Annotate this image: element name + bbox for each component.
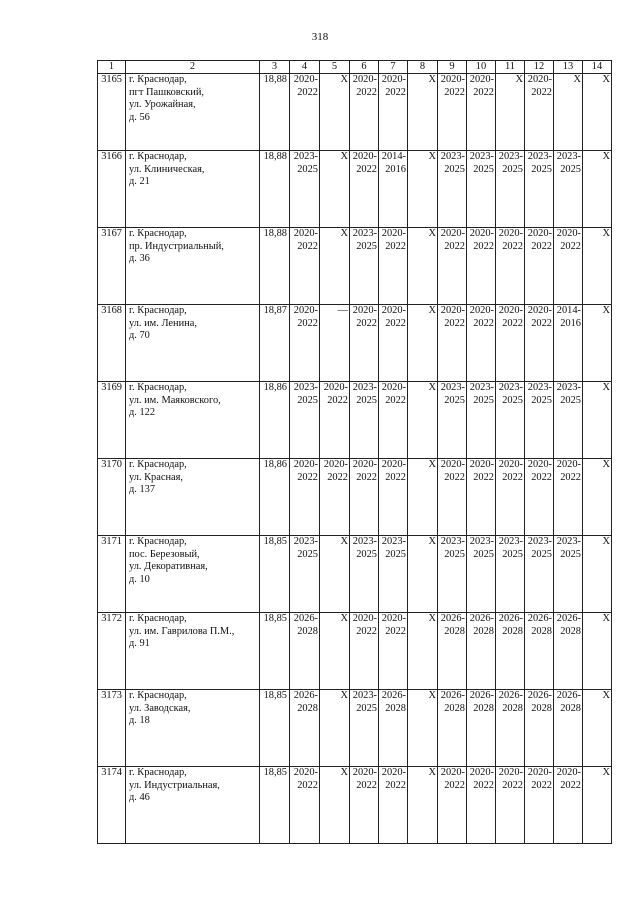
column-number-row <box>98 61 612 74</box>
address-cell: г. Краснодар, ул. Клиническая, д. 21 <box>126 151 260 228</box>
period-cell: 2020- 2022 <box>290 228 320 305</box>
period-cell: 2020- 2022 <box>496 305 525 382</box>
period-cell: 2020- 2022 <box>496 767 525 844</box>
row-number: 3166 <box>98 151 126 228</box>
period-cell: 2023- 2025 <box>438 382 467 459</box>
period-cell: 2020- 2022 <box>525 767 554 844</box>
address-cell: г. Краснодар, ул. Индустриальная, д. 46 <box>126 767 260 844</box>
housing-register-table <box>97 60 612 844</box>
period-cell: 2023- 2025 <box>350 690 379 767</box>
period-cell: 2020- 2022 <box>350 613 379 690</box>
period-cell: Х <box>554 74 583 151</box>
row-number: 3167 <box>98 228 126 305</box>
column-number: 2 <box>126 61 260 74</box>
period-cell: 2023- 2025 <box>379 536 408 613</box>
column-number: 6 <box>350 61 379 74</box>
value-cell: 18,85 <box>260 536 290 613</box>
period-cell: 2023- 2025 <box>438 151 467 228</box>
period-cell: Х <box>320 151 350 228</box>
period-cell: Х <box>320 74 350 151</box>
column-number: 3 <box>260 61 290 74</box>
address-cell: г. Краснодар, ул. им. Ленина, д. 70 <box>126 305 260 382</box>
period-cell: 2026- 2028 <box>467 613 496 690</box>
period-cell: 2020- 2022 <box>320 459 350 536</box>
period-cell: 2023- 2025 <box>496 382 525 459</box>
period-cell: 2026- 2028 <box>290 690 320 767</box>
table-row <box>98 536 612 613</box>
column-number: 7 <box>379 61 408 74</box>
period-cell: 2020- 2022 <box>525 74 554 151</box>
row-number: 3174 <box>98 767 126 844</box>
period-cell: Х <box>408 305 438 382</box>
period-cell: 2023- 2025 <box>467 151 496 228</box>
period-cell: 2023- 2025 <box>496 151 525 228</box>
row-number: 3165 <box>98 74 126 151</box>
period-cell: 2020- 2022 <box>290 767 320 844</box>
row-number: 3170 <box>98 459 126 536</box>
period-cell: 2020- 2022 <box>350 74 379 151</box>
period-cell: 2023- 2025 <box>554 536 583 613</box>
table-row <box>98 74 612 151</box>
table-row <box>98 305 612 382</box>
period-cell: 2026- 2028 <box>438 690 467 767</box>
period-cell: Х <box>583 613 612 690</box>
period-cell: 2023- 2025 <box>554 382 583 459</box>
column-number: 13 <box>554 61 583 74</box>
period-cell: 2023- 2025 <box>467 382 496 459</box>
period-cell: Х <box>408 613 438 690</box>
period-cell: 2023- 2025 <box>525 151 554 228</box>
period-cell: 2020- 2022 <box>379 459 408 536</box>
column-number: 8 <box>408 61 438 74</box>
period-cell: 2020- 2022 <box>525 459 554 536</box>
address-cell: г. Краснодар, ул. Заводская, д. 18 <box>126 690 260 767</box>
period-cell: 2020- 2022 <box>554 459 583 536</box>
row-number: 3169 <box>98 382 126 459</box>
period-cell: 2023- 2025 <box>467 536 496 613</box>
period-cell: 2026- 2028 <box>496 690 525 767</box>
period-cell: Х <box>583 74 612 151</box>
period-cell: 2020- 2022 <box>525 305 554 382</box>
period-cell: 2020- 2022 <box>320 382 350 459</box>
value-cell: 18,85 <box>260 767 290 844</box>
period-cell: 2020- 2022 <box>496 228 525 305</box>
period-cell: 2020- 2022 <box>496 459 525 536</box>
column-number: 14 <box>583 61 612 74</box>
period-cell: 2020- 2022 <box>290 459 320 536</box>
period-cell: Х <box>583 382 612 459</box>
row-number: 3172 <box>98 613 126 690</box>
period-cell: 2026- 2028 <box>525 690 554 767</box>
period-cell: Х <box>408 767 438 844</box>
period-cell: Х <box>583 536 612 613</box>
period-cell: Х <box>320 536 350 613</box>
period-cell: Х <box>320 228 350 305</box>
period-cell: Х <box>496 74 525 151</box>
period-cell: Х <box>408 536 438 613</box>
column-number: 5 <box>320 61 350 74</box>
period-cell: 2020- 2022 <box>350 767 379 844</box>
period-cell: — <box>320 305 350 382</box>
period-cell: 2026- 2028 <box>496 613 525 690</box>
period-cell: 2020- 2022 <box>438 228 467 305</box>
column-number: 11 <box>496 61 525 74</box>
period-cell: 2020- 2022 <box>379 767 408 844</box>
period-cell: 2020- 2022 <box>438 767 467 844</box>
period-cell: 2020- 2022 <box>467 228 496 305</box>
period-cell: 2020- 2022 <box>290 305 320 382</box>
period-cell: 2020- 2022 <box>379 382 408 459</box>
address-cell: г. Краснодар, ул. Красная, д. 137 <box>126 459 260 536</box>
period-cell: 2020- 2022 <box>467 767 496 844</box>
column-number: 12 <box>525 61 554 74</box>
row-number: 3168 <box>98 305 126 382</box>
period-cell: Х <box>408 228 438 305</box>
period-cell: 2023- 2025 <box>525 382 554 459</box>
table-row <box>98 459 612 536</box>
period-cell: 2020- 2022 <box>379 74 408 151</box>
value-cell: 18,87 <box>260 305 290 382</box>
period-cell: Х <box>320 767 350 844</box>
period-cell: 2023- 2025 <box>290 536 320 613</box>
table-row <box>98 690 612 767</box>
period-cell: Х <box>408 382 438 459</box>
column-number: 9 <box>438 61 467 74</box>
period-cell: 2020- 2022 <box>467 74 496 151</box>
period-cell: 2023- 2025 <box>438 536 467 613</box>
table-row <box>98 613 612 690</box>
period-cell: 2023- 2025 <box>350 228 379 305</box>
period-cell: 2020- 2022 <box>467 459 496 536</box>
column-number: 1 <box>98 61 126 74</box>
period-cell: 2020- 2022 <box>350 459 379 536</box>
column-number: 4 <box>290 61 320 74</box>
period-cell: Х <box>408 690 438 767</box>
period-cell: 2023- 2025 <box>554 151 583 228</box>
period-cell: 2020- 2022 <box>554 767 583 844</box>
period-cell: 2026- 2028 <box>554 613 583 690</box>
period-cell: 2026- 2028 <box>525 613 554 690</box>
period-cell: Х <box>583 767 612 844</box>
period-cell: 2026- 2028 <box>379 690 408 767</box>
period-cell: 2020- 2022 <box>438 74 467 151</box>
address-cell: г. Краснодар, ул. им. Гаврилова П.М., д. 91 <box>126 613 260 690</box>
period-cell: 2023- 2025 <box>525 536 554 613</box>
row-number: 3173 <box>98 690 126 767</box>
table-row <box>98 151 612 228</box>
table-row <box>98 382 612 459</box>
period-cell: 2026- 2028 <box>438 613 467 690</box>
period-cell: Х <box>408 151 438 228</box>
period-cell: 2026- 2028 <box>554 690 583 767</box>
period-cell: 2020- 2022 <box>554 228 583 305</box>
value-cell: 18,88 <box>260 228 290 305</box>
period-cell: 2020- 2022 <box>438 305 467 382</box>
value-cell: 18,86 <box>260 459 290 536</box>
period-cell: Х <box>583 690 612 767</box>
period-cell: 2020- 2022 <box>379 228 408 305</box>
period-cell: 2023- 2025 <box>290 382 320 459</box>
period-cell: 2014- 2016 <box>554 305 583 382</box>
value-cell: 18,86 <box>260 382 290 459</box>
period-cell: 2023- 2025 <box>350 382 379 459</box>
period-cell: 2023- 2025 <box>290 151 320 228</box>
period-cell: 2020- 2022 <box>350 305 379 382</box>
period-cell: Х <box>583 459 612 536</box>
period-cell: 2023- 2025 <box>350 536 379 613</box>
period-cell: 2014- 2016 <box>379 151 408 228</box>
period-cell: 2020- 2022 <box>467 305 496 382</box>
table-row <box>98 228 612 305</box>
period-cell: 2026- 2028 <box>290 613 320 690</box>
period-cell: Х <box>408 459 438 536</box>
page-number: 318 <box>311 31 329 43</box>
column-number: 10 <box>467 61 496 74</box>
period-cell: 2020- 2022 <box>379 305 408 382</box>
period-cell: 2020- 2022 <box>350 151 379 228</box>
period-cell: 2020- 2022 <box>525 228 554 305</box>
period-cell: Х <box>583 151 612 228</box>
address-cell: г. Краснодар, пгт Пашковский, ул. Урожайная, д. 56 <box>126 74 260 151</box>
value-cell: 18,88 <box>260 74 290 151</box>
period-cell: Х <box>583 305 612 382</box>
period-cell: Х <box>583 228 612 305</box>
value-cell: 18,88 <box>260 151 290 228</box>
period-cell: 2020- 2022 <box>290 74 320 151</box>
period-cell: Х <box>320 613 350 690</box>
period-cell: 2023- 2025 <box>496 536 525 613</box>
period-cell: 2020- 2022 <box>379 613 408 690</box>
table-row <box>98 767 612 844</box>
period-cell: 2026- 2028 <box>467 690 496 767</box>
address-cell: г. Краснодар, пос. Березовый, ул. Декоративная, д. 10 <box>126 536 260 613</box>
address-cell: г. Краснодар, ул. им. Маяковского, д. 122 <box>126 382 260 459</box>
value-cell: 18,85 <box>260 613 290 690</box>
row-number: 3171 <box>98 536 126 613</box>
address-cell: г. Краснодар, пр. Индустриальный, д. 36 <box>126 228 260 305</box>
period-cell: Х <box>320 690 350 767</box>
period-cell: 2020- 2022 <box>438 459 467 536</box>
period-cell: Х <box>408 74 438 151</box>
value-cell: 18,85 <box>260 690 290 767</box>
